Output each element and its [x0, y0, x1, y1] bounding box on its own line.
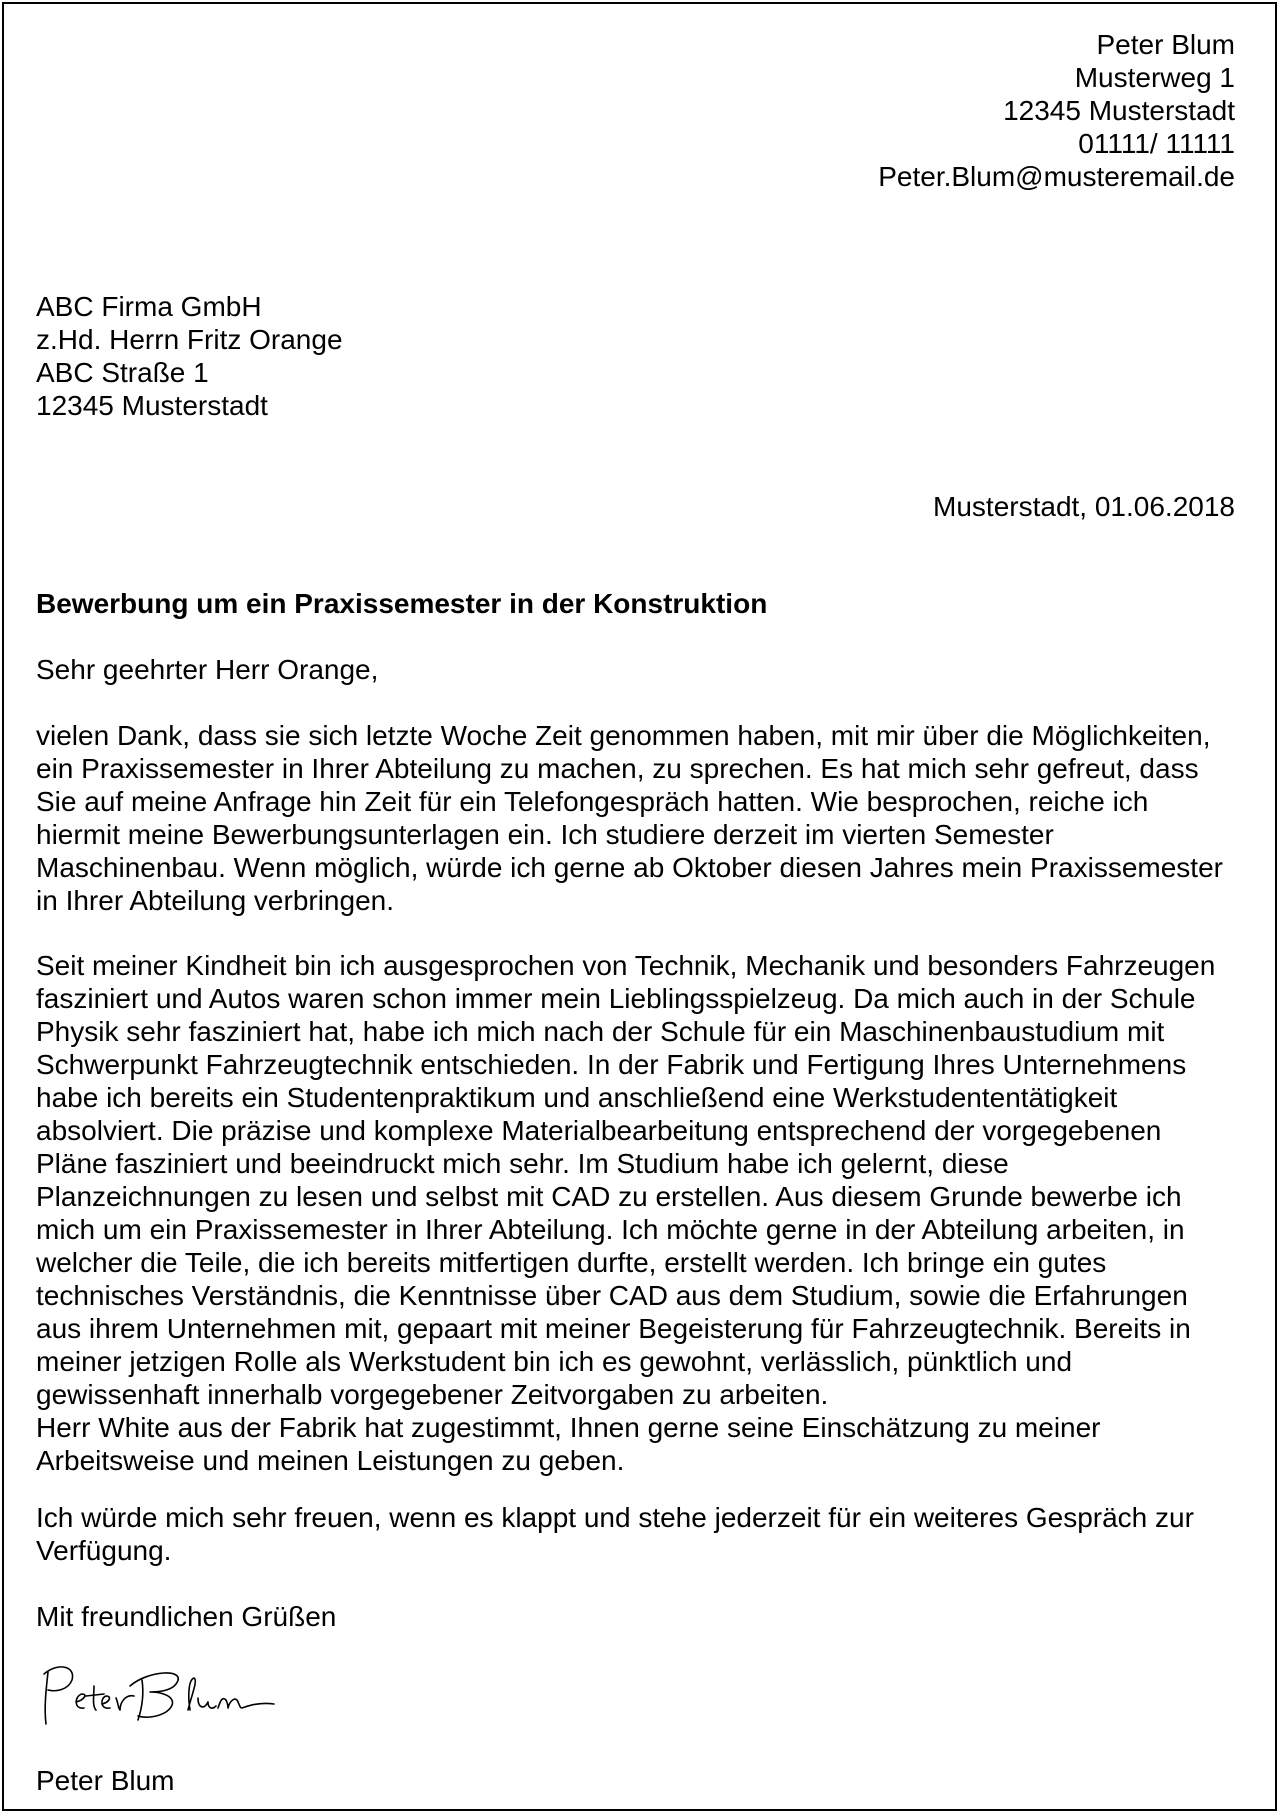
- paragraph-line: ein Praxissemester in Ihrer Abteilung zu machen, zu sprechen. Es hat mich sehr gefreut, dass: [36, 753, 1199, 784]
- paragraph-line: in Ihrer Abteilung verbringen.: [36, 885, 394, 916]
- paragraph-line: Sie auf meine Anfrage hin Zeit für ein Telefongespräch hatten. Wie besprochen, reiche ich: [36, 786, 1149, 817]
- paragraph-line: Maschinenbau. Wenn möglich, würde ich gerne ab Oktober diesen Jahres mein Praxissemester: [36, 852, 1223, 883]
- paragraph-line: Schwerpunkt Fahrzeugtechnik entschieden. In der Fabrik und Fertigung Ihres Unternehmens: [36, 1049, 1187, 1080]
- letter-subject: Bewerbung um ein Praxissemester in der Konstruktion: [36, 588, 768, 619]
- paragraph-line: Herr White aus der Fabrik hat zugestimmt, Ihnen gerne seine Einschätzung zu meiner: [36, 1412, 1101, 1443]
- sender-email: Peter.Blum@musteremail.de: [878, 161, 1235, 192]
- paragraph-line: gewissenhaft innerhalb vorgegebener Zeitvorgaben zu arbeiten.: [36, 1379, 829, 1410]
- signer-name: Peter Blum: [36, 1765, 175, 1796]
- handwritten-signature: [38, 1650, 288, 1730]
- paragraph-line: vielen Dank, dass sie sich letzte Woche Zeit genommen haben, mit mir über die Möglichkeiten,: [36, 720, 1211, 751]
- paragraph-line: Verfügung.: [36, 1535, 172, 1566]
- body-paragraph-1: [36, 719, 1246, 917]
- paragraph-line: Physik sehr fasziniert hat, habe ich mich nach der Schule für ein Maschinenbaustudium mit: [36, 1016, 1165, 1047]
- sender-address: [878, 28, 1235, 193]
- paragraph-line: absolviert. Die präzise und komplexe Materialbearbeitung entsprechend der vorgegebenen: [36, 1115, 1162, 1146]
- letter-closing: Mit freundlichen Grüßen: [36, 1601, 337, 1632]
- paragraph-line: Planzeichnungen zu lesen und selbst mit CAD zu erstellen. Aus diesem Grunde bewerbe ich: [36, 1181, 1182, 1212]
- recipient-address: [36, 290, 343, 422]
- paragraph-line: Seit meiner Kindheit bin ich ausgesprochen von Technik, Mechanik und besonders Fahrzeugen: [36, 950, 1216, 981]
- body-paragraph-3: [36, 1501, 1246, 1567]
- recipient-company: ABC Firma GmbH: [36, 291, 262, 322]
- sender-phone: 01111/ 11111: [1078, 128, 1235, 159]
- paragraph-line: fasziniert und Autos waren schon immer mein Lieblingsspielzeug. Da mich auch in der Schule: [36, 983, 1196, 1014]
- paragraph-line: Ich würde mich sehr freuen, wenn es klappt und stehe jederzeit für ein weiteres Gespräch zur: [36, 1502, 1194, 1533]
- paragraph-line: hiermit meine Bewerbungsunterlagen ein. Ich studiere derzeit im vierten Semester: [36, 819, 1054, 850]
- paragraph-line: Pläne fasziniert und beeindruckt mich sehr. Im Studium habe ich gelernt, diese: [36, 1148, 1009, 1179]
- recipient-attention: z.Hd. Herrn Fritz Orange: [36, 324, 343, 355]
- paragraph-line: aus ihrem Unternehmen mit, gepaart mit meiner Begeisterung für Fahrzeugtechnik. Bereits in: [36, 1313, 1191, 1344]
- letter-page: [2, 2, 1277, 1811]
- sender-street: Musterweg 1: [1074, 62, 1235, 93]
- paragraph-line: technisches Verständnis, die Kenntnisse über CAD aus dem Studium, sowie die Erfahrungen: [36, 1280, 1188, 1311]
- letter-salutation: Sehr geehrter Herr Orange,: [36, 654, 379, 685]
- body-paragraph-2: [36, 949, 1246, 1477]
- paragraph-line: Arbeitsweise und meinen Leistungen zu geben.: [36, 1445, 625, 1476]
- paragraph-line: welcher die Teile, die ich bereits mitfertigen durfte, erstellt werden. Ich bringe ein gutes: [36, 1247, 1107, 1278]
- recipient-city: 12345 Musterstadt: [36, 390, 268, 421]
- paragraph-line: habe ich bereits ein Studentenpraktikum und anschließend eine Werkstudententätigkeit: [36, 1082, 1118, 1113]
- paragraph-line: meiner jetzigen Rolle als Werkstudent bin ich es gewohnt, verlässlich, pünktlich und: [36, 1346, 1073, 1377]
- recipient-street: ABC Straße 1: [36, 357, 209, 388]
- letter-date: Musterstadt, 01.06.2018: [933, 491, 1235, 522]
- sender-name: Peter Blum: [1096, 29, 1235, 60]
- paragraph-line: mich um ein Praxissemester in Ihrer Abteilung. Ich möchte gerne in der Abteilung arbeiten, in: [36, 1214, 1185, 1245]
- sender-city: 12345 Musterstadt: [1003, 95, 1235, 126]
